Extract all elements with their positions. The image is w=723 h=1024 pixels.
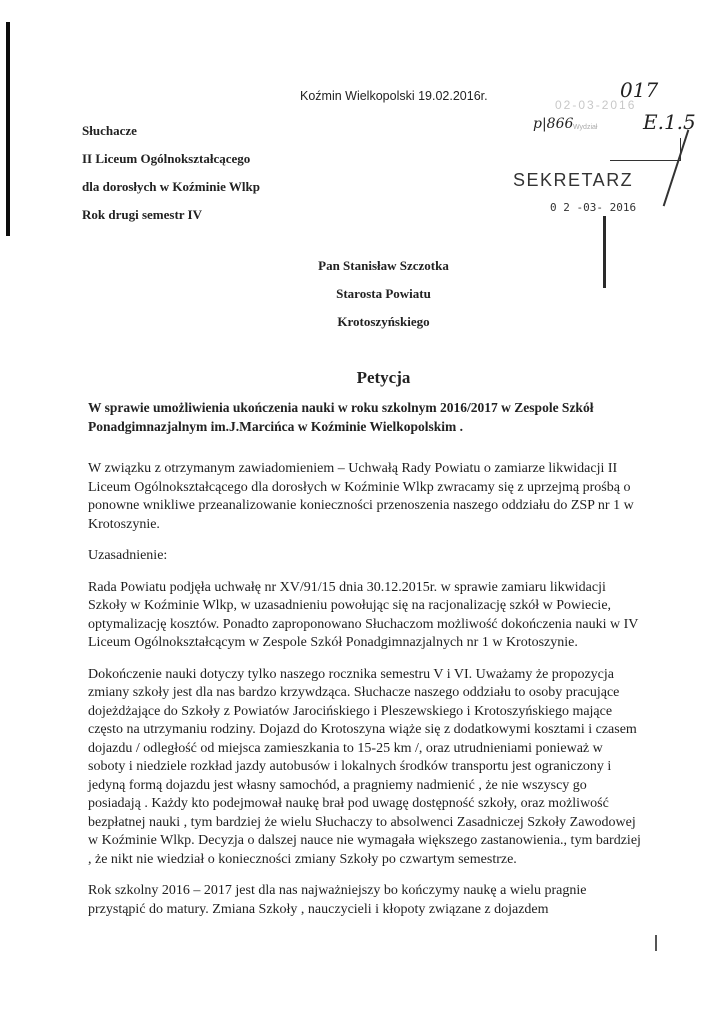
intro-paragraph: W związku z otrzymanym zawiadomieniem – Uchwałą Rady Powiatu o zamiarze likwidacji II Liceum Ogólnokształcącego dla dorosłych w Koźminie Wlkp zwracamy się z uprzejmą prośbą o ponowne wnikliwe przeanalizowanie konieczności przenoszenia naszego oddziału do ZSP nr 1 w Krotoszynie.: [88, 461, 634, 532]
stamp-title: SEKRETARZ: [513, 170, 634, 190]
body-paragraph: Rada Powiatu podjęła uchwałę nr XV/91/15 dnia 30.12.2015r. w sprawie zamiaru likwidacji Szkoły w Koźminie Wlkp, w uzasadnieniu powołując się na racjonalizację szkół w Powiecie, optymalizację kosztów. Ponadto zaproponowano Słuchaczom możliwość dokończenia nauki w IV Liceum Ogólnokształcącym w Zespole Szkół Ponadgimnazjalnych nr 1 w Krotoszynie.: [88, 579, 639, 650]
recipient-line: Pan Stanisław Szczotka: [318, 258, 449, 273]
justification-label: Uzasadnienie:: [88, 548, 168, 563]
stamp-date: 0 2 -03- 2016: [550, 201, 637, 214]
sender-block: [82, 117, 260, 229]
sender-line: II Liceum Ogólnokształcącego: [82, 151, 251, 166]
recipient-block: [0, 252, 723, 336]
margin-mark: [655, 935, 657, 951]
stamp-small-text: Wydział: [573, 124, 598, 131]
handwritten-signature: E.1.5: [643, 110, 696, 134]
document-title: Petycja: [356, 368, 411, 387]
sender-line: Rok drugi semestr IV: [82, 207, 203, 222]
letter-body: [88, 460, 643, 932]
scan-edge-mark: [6, 22, 10, 236]
place-date: Koźmin Wielkopolski 19.02.2016r.: [300, 89, 488, 103]
document-subject: W sprawie umożliwienia ukończenia nauki w roku szkolnym 2016/2017 w Zespole Szkół Ponadgimnazjalnym im.J.Marcińca w Koźminie Wielkopolskim .: [88, 400, 594, 434]
handwritten-number: p|866: [533, 116, 574, 132]
body-paragraph: Rok szkolny 2016 – 2017 jest dla nas najważniejszy bo kończymy naukę a wielu pragnie przystąpić do matury. Zmiana Szkoły , nauczycieli i kłopoty związane z dojazdem: [88, 883, 587, 917]
recipient-line: Krotoszyńskiego: [337, 314, 430, 329]
recipient-line: Starosta Powiatu: [336, 286, 431, 301]
handwritten-annotation: 017: [620, 78, 659, 102]
faint-stamp-date: 02-03-2016: [555, 98, 637, 112]
stamp-bracket-mark: [610, 138, 681, 161]
sender-line: dla dorosłych w Koźminie Wlkp: [82, 179, 260, 194]
sender-line: Słuchacze: [82, 123, 137, 138]
body-paragraph: Dokończenie nauki dotyczy tylko naszego rocznika semestru V i VI. Uważamy że propozycja zmiany szkoły jest dla nas bardzo krzywdząca. Słuchacze naszego oddziału to osoby pracujące dojeżdżające do Szkoły z Powiatów Jarocińskiego i Pleszewskiego i Krotoszyńskiego mające często na utrzymaniu rodziny. Dojazd do Krotoszyna wiąże się z dodatkowymi kosztami i czasem dojazdu / odległość od miejsca zamieszkania to 15-25 km /, oraz utrudnieniami ponieważ w soboty i niedziele rozkład jazdy autobusów i lokalnych środków transportu jest ograniczony i jedyną formą dojazdu jest własny samochód, a pragniemy nadmienić , że nie wszyscy go posiadają . Każdy kto podejmował naukę brał pod uwagę dostępność szkoły, oraz możliwość bezpłatnej nauki , tym bardziej że wielu Słuchaczy to absolwenci Zasadniczej Szkoły Zawodowej w Koźminie Wlkp. Decyzja o dalszej nauce nie wymagała większego zastanowienia., tym bardziej , że nikt nie wiedział o konieczności zmiany Szkoły po czwartym semestrze.: [88, 666, 641, 867]
